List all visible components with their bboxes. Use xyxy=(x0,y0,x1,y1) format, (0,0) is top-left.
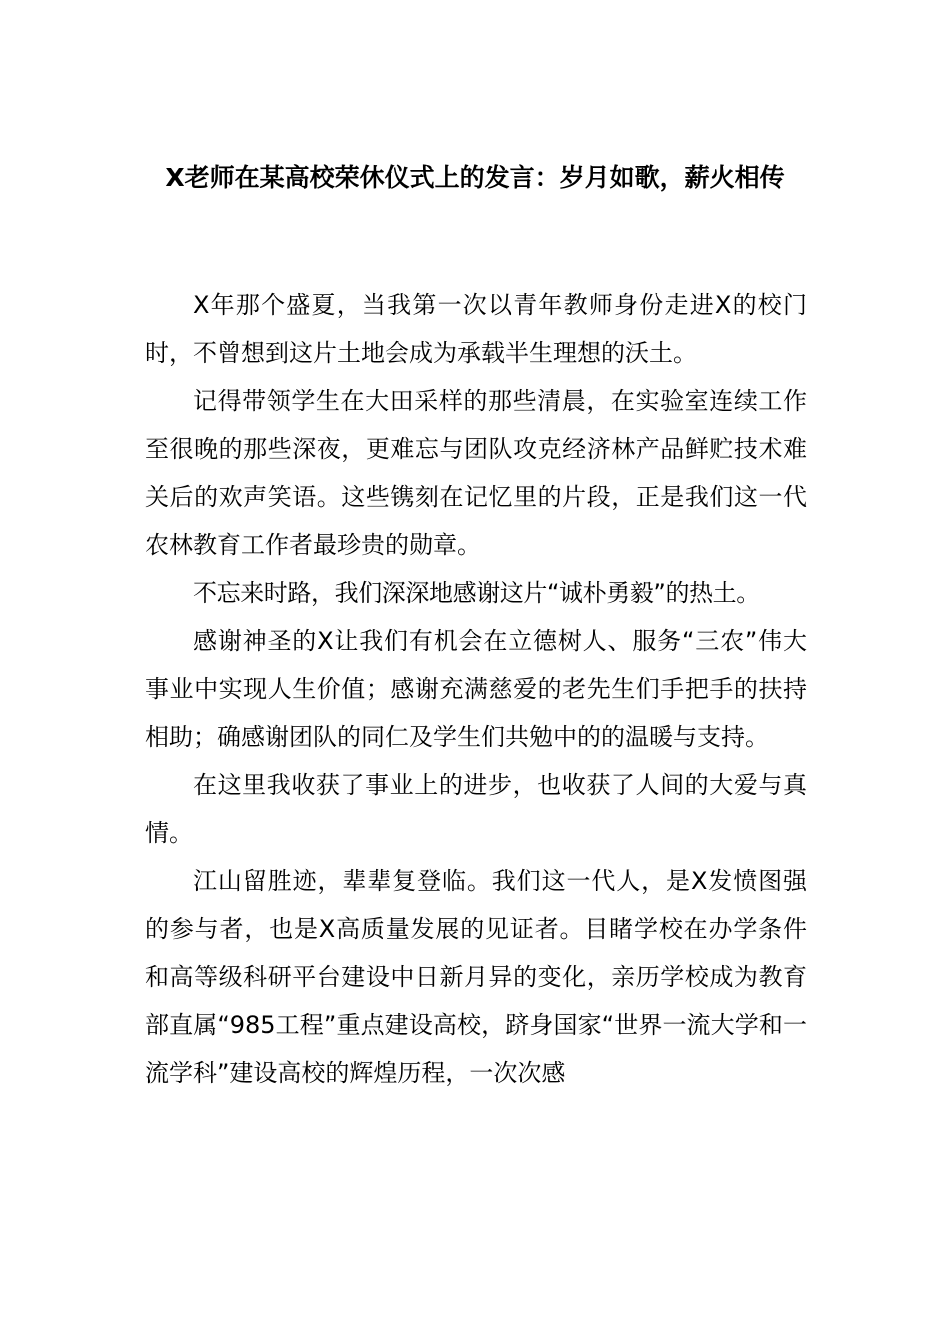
document-title: X老师在某高校荣休仪式上的发言：岁月如歌，薪火相传 xyxy=(165,163,785,192)
paragraph-6: 江山留胜迹，辈辈复登临。我们这一代人，是X发愤图强的参与者，也是X高质量发展的见证者。目睹学校在办学条件和高等级科研平台建设中日新月异的变化，亲历学校成为教育部直属“985工程”重点建设高校，跻身国家“世界一流大学和一流学科”建设高校的辉煌历程，一次次感 xyxy=(145,867,807,1087)
paragraph-2: 记得带领学生在大田采样的那些清晨，在实验室连续工作至很晚的那些深夜，更难忘与团队攻克经济林产品鲜贮技术难关后的欢声笑语。这些镌刻在记忆里的片段，正是我们这一代农林教育工作者最珍贵的勋章。 xyxy=(145,387,807,559)
document-body xyxy=(145,281,807,1097)
paragraph-3: 不忘来时路，我们深深地感谢这片“诚朴勇毅”的热土。 xyxy=(193,579,760,607)
paragraph-4: 感谢神圣的X让我们有机会在立德树人、服务“三农”伟大事业中实现人生价值；感谢充满慈爱的老先生们手把手的扶持相助；确感谢团队的同仁及学生们共勉中的的温暖与支持。 xyxy=(145,627,807,751)
paragraph-5: 在这里我收获了事业上的进步，也收获了人间的大爱与真情。 xyxy=(145,771,807,847)
paragraph-1: X年那个盛夏，当我第一次以青年教师身份走进X的校门时，不曾想到这片土地会成为承载半生理想的沃土。 xyxy=(145,291,807,367)
